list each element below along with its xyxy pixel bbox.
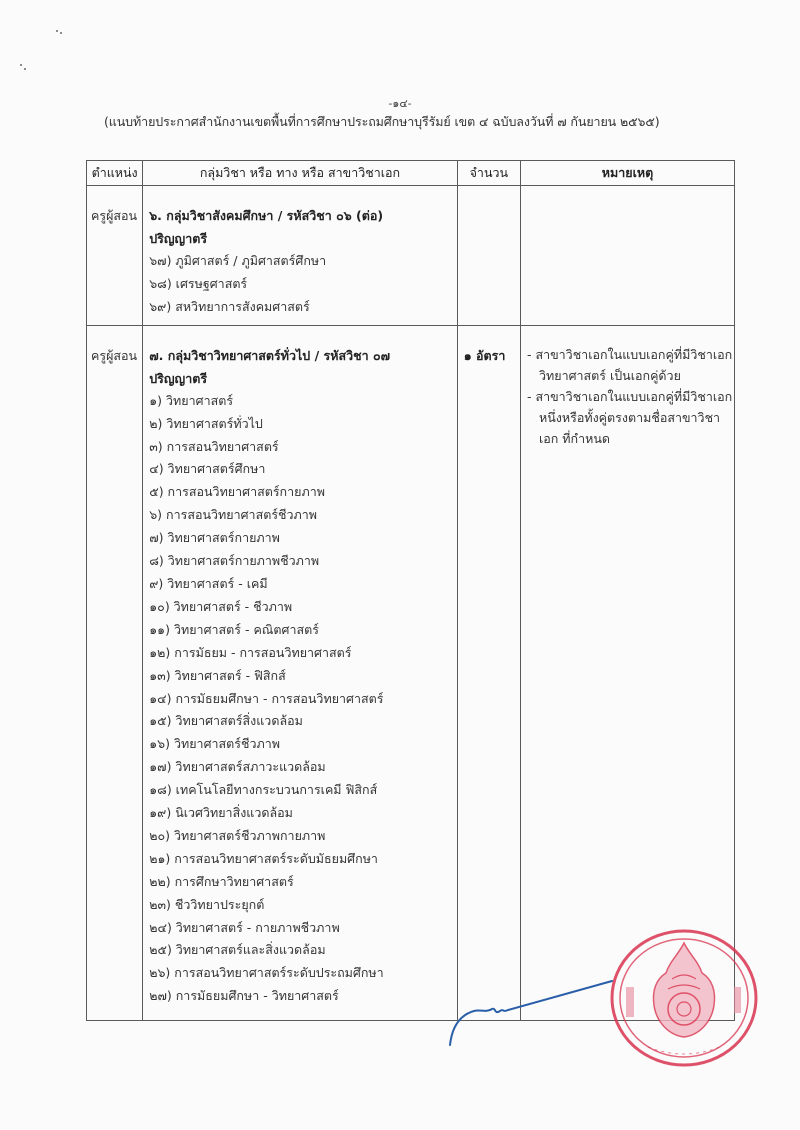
official-seal-stamp-icon [608, 927, 760, 1069]
subject-item: ๕) การสอนวิทยาศาสตร์กายภาพ [149, 484, 325, 500]
subject-item: ๒๕) วิทยาศาสตร์และสิ่งแวดล้อม [149, 942, 326, 958]
subject-item: ๒๔) วิทยาศาสตร์ - กายภาพชีวภาพ [149, 919, 340, 935]
column-header-subject: กลุ่มวิชา หรือ ทาง หรือ สาขาวิชาเอก [143, 161, 457, 186]
degree-label: ปริญญาตรี [149, 231, 208, 246]
column-header-position: ตำแหน่ง [87, 161, 143, 186]
subject-item: ๑๒) การมัธยม - การสอนวิทยาศาสตร์ [149, 644, 352, 660]
subject-item: ๑) วิทยาศาสตร์ [149, 392, 234, 408]
positions-table [86, 160, 735, 1021]
table-row [87, 186, 735, 326]
subject-item: ๑๘) เทคโนโลยีทางกระบวนการเคมี ฟิสิกส์ [149, 782, 378, 798]
group-title: ๗. กลุ่มวิชาวิทยาศาสตร์ทั่วไป / รหัสวิชา ๐๗ [149, 347, 390, 363]
subject-item: ๔) วิทยาศาสตร์ศึกษา [149, 461, 266, 477]
subject-item: ๑๗) วิทยาศาสตร์สภาวะแวดล้อม [149, 759, 326, 775]
column-header-quantity: จำนวน [457, 161, 520, 186]
position-cell [87, 325, 143, 1020]
table-header-row [87, 161, 735, 186]
position-cell [87, 186, 143, 326]
subject-cell [143, 186, 457, 326]
degree-label: ปริญญาตรี [149, 370, 208, 386]
remarks-cell [520, 325, 734, 1020]
subject-item: ๑๖) วิทยาศาสตร์ชีวภาพ [149, 736, 280, 752]
subject-item: ๙) วิทยาศาสตร์ - เคมี [149, 575, 268, 591]
subject-item: ๑๙) นิเวศวิทยาสิ่งแวดล้อม [149, 805, 293, 821]
subject-item: ๒๓) ชีววิทยาประยุกต์ [149, 896, 265, 912]
group-title: ๖. กลุ่มวิชาสังคมศึกษา / รหัสวิชา ๐๖ (ต่อ) [149, 208, 384, 223]
speck [56, 30, 58, 32]
remark-item: - สาขาวิชาเอกในแบบเอกคู่ที่มีวิชาเอก หนึ่งหรือทั้งคู่ตรงตามชื่อสาขาวิชาเอก ที่กำหนด [526, 388, 733, 446]
page-number: -๑๔- [388, 97, 412, 110]
subject-item: ๒๒) การศึกษาวิทยาศาสตร์ [149, 873, 294, 889]
speck [60, 32, 62, 34]
position-label: ครูผู้สอน [91, 208, 138, 223]
subject-item: ๖๙) สหวิทยาการสังคมศาสตร์ [149, 298, 310, 314]
remarks-cell [520, 186, 734, 326]
subject-item: ๑๕) วิทยาศาสตร์สิ่งแวดล้อม [149, 713, 303, 729]
subject-item: ๒๑) การสอนวิทยาศาสตร์ระดับมัธยมศึกษา [149, 850, 378, 866]
quantity-value: ๑ อัตรา [463, 347, 506, 363]
signature-icon [446, 975, 616, 1055]
subject-item: ๗) วิทยาศาสตร์กายภาพ [149, 530, 280, 546]
table-row [87, 325, 735, 1020]
subject-item: ๖) การสอนวิทยาศาสตร์ชีวภาพ [149, 507, 318, 523]
speck [24, 68, 26, 70]
annex-note: (แนบท้ายประกาศสำนักงานเขตพื้นที่การศึกษาประถมศึกษาบุรีรัมย์ เขต ๔ ฉบับลงวันที่ ๗ กันยายน ๒๕๖๕) [104, 114, 660, 129]
subject-item: ๓) การสอนวิทยาศาสตร์ [149, 438, 279, 454]
subject-item: ๒๗) การมัธยมศึกษา - วิทยาศาสตร์ [149, 988, 339, 1004]
subject-item: ๖๘) เศรษฐศาสตร์ [149, 275, 248, 291]
subject-item: ๒) วิทยาศาสตร์ทั่วไป [149, 415, 263, 431]
subject-item: ๘) วิทยาศาสตร์กายภาพชีวภาพ [149, 553, 320, 569]
position-label: ครูผู้สอน [91, 347, 138, 363]
remark-item: - สาขาวิชาเอกในแบบเอกคู่ที่มีวิชาเอก วิทยาศาสตร์ เป็นเอกคู่ด้วย [526, 346, 733, 383]
column-header-remarks: หมายเหตุ [520, 161, 734, 186]
subject-cell [143, 325, 457, 1020]
subject-item: ๒๐) วิทยาศาสตร์ชีวภาพกายภาพ [149, 827, 326, 843]
quantity-cell [457, 186, 520, 326]
subject-item: ๑๐) วิทยาศาสตร์ - ชีวภาพ [149, 598, 293, 614]
subject-item: ๑๑) วิทยาศาสตร์ - คณิตศาสตร์ [149, 621, 319, 637]
quantity-cell [457, 325, 520, 1020]
speck [20, 64, 22, 66]
quantity-value [458, 186, 520, 206]
subject-item: ๖๗) ภูมิศาสตร์ / ภูมิศาสตร์ศึกษา [149, 253, 327, 268]
subject-item: ๑๓) วิทยาศาสตร์ - ฟิสิกส์ [149, 667, 286, 683]
subject-item: ๒๖) การสอนวิทยาศาสตร์ระดับประถมศึกษา [149, 965, 384, 981]
scan-specks [50, 28, 80, 78]
subject-item: ๑๔) การมัธยมศึกษา - การสอนวิทยาศาสตร์ [149, 690, 384, 706]
